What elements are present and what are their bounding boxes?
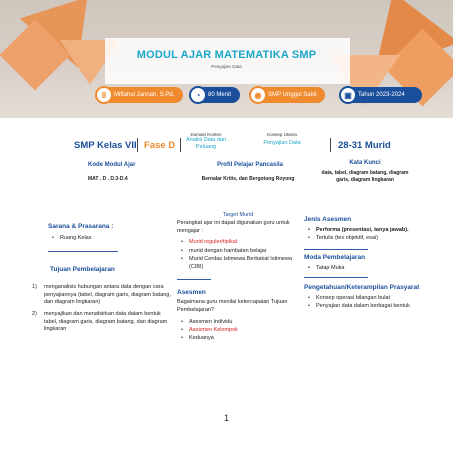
calendar-icon: ▣ xyxy=(339,86,357,104)
konsep-utama xyxy=(255,132,309,146)
fase-label: Fase D xyxy=(144,140,176,151)
person-icon: 8 xyxy=(95,86,113,104)
domain-value: Analisi Data dan Peluang xyxy=(185,137,227,151)
year-label: Tahun 2023-2024 xyxy=(358,92,405,98)
list-item: • Murid Cerdas Istimewa Berbakat Istimewa (CIBI) xyxy=(181,255,299,272)
kelas-label: SMP Kelas VII xyxy=(74,140,137,151)
page-title: MODUL AJAR MATEMATIKA SMP xyxy=(136,49,317,61)
right-column xyxy=(304,216,424,310)
author-label: Miftahul Jannah, S.Pd. xyxy=(114,92,175,98)
kata-kunci-value: data, tabel, diagram batang, diagram garis, diagram lingkaran xyxy=(321,170,409,183)
list-item: • murid dengan hambatan belajar xyxy=(181,247,299,255)
kata-kunci-label: Kata Kunci xyxy=(349,160,381,166)
kode-modul-label: Kode Modul Ajar xyxy=(88,162,136,168)
kode-modul-value: MAT . D . D.3-D.4 xyxy=(88,176,128,182)
author-pill xyxy=(96,87,183,103)
list-item: • Ruang Kelas xyxy=(52,234,168,242)
tujuan-section xyxy=(50,266,170,273)
school-pill xyxy=(250,87,325,103)
profil-label: Profil Pelajar Pancasila xyxy=(216,162,284,168)
divider xyxy=(304,277,368,278)
list-item: • Murid reguler/tipikal xyxy=(181,238,299,246)
list-number: 1) xyxy=(32,284,37,290)
duration-pill xyxy=(190,87,240,103)
asesmen-list xyxy=(181,318,299,343)
domain-label: Domain Konten xyxy=(190,132,222,137)
list-item: • Penyajian data dalam berbagai bentuk xyxy=(308,302,424,310)
tujuan-list-wrap xyxy=(32,284,172,338)
konsep-value: Penyajian Data xyxy=(263,140,301,146)
list-item: • Performa (presentasi, tanya jawab). xyxy=(308,226,424,234)
school-label: SMP Unggul Sakti xyxy=(268,92,317,98)
clock-icon: ◔ xyxy=(189,86,207,104)
moda-title: Moda Pembelajaran xyxy=(304,253,366,261)
divider xyxy=(48,251,118,252)
list-item: • Konsep operasi bilangan bulat xyxy=(308,294,424,302)
list-item xyxy=(32,311,172,334)
asesmen-intro: Bagaimana guru menilai ketercapaian Tujuan Pembelajaran? xyxy=(177,299,288,314)
info-pills xyxy=(0,87,453,107)
list-item: • Keduanya xyxy=(181,334,299,342)
murid-count: 28-31 Murid xyxy=(338,140,391,151)
sarana-list xyxy=(52,234,168,242)
divider xyxy=(330,138,331,152)
title-card xyxy=(105,38,350,84)
domain-konten xyxy=(183,132,229,151)
page-subtitle: Penyajian Data xyxy=(211,64,242,69)
duration-label: 80 Menit xyxy=(208,92,232,98)
profil-value: Bernalar Kritis, dan Bergotong Royong xyxy=(201,176,295,182)
jenis-asesmen-title: Jenis Asesmen xyxy=(304,216,352,223)
year-pill xyxy=(340,87,422,103)
school-icon: ◉ xyxy=(249,86,267,104)
konsep-label: Konsep Utama xyxy=(267,132,297,137)
list-text: menganalisis hubungan antara data dengan cara penyajiannya (tabel, diagram garis, diagram batang, dan diagram lingkaran) xyxy=(44,284,171,306)
target-list xyxy=(181,238,299,271)
divider xyxy=(137,138,138,152)
divider xyxy=(180,138,181,152)
moda-list xyxy=(308,264,424,272)
sarana-title: Sarana & Prasarana : xyxy=(48,223,114,230)
page-number: 1 xyxy=(223,413,229,423)
list-text: menyajikan dan menafsirkan data dalam bentuk tabel, diagram garis, diagram batang, dan diagram lingkaran xyxy=(44,311,168,333)
list-item: • Tatap Muka xyxy=(308,264,424,272)
target-intro: Perangkat ajar ini dapat digunakan guru untuk mengajar : xyxy=(177,220,290,234)
list-item: • Asesmen Individu xyxy=(181,318,299,326)
list-item: • Asesmen Kelompok xyxy=(181,326,299,334)
list-number: 2) xyxy=(32,311,37,318)
prasyarat-list xyxy=(308,294,424,311)
list-item xyxy=(32,284,172,307)
jenis-list xyxy=(308,226,424,243)
asesmen-title: Asesmen xyxy=(177,289,206,297)
divider xyxy=(177,279,211,280)
divider xyxy=(304,249,368,250)
prasyarat-title: Pengetahuan/Keterampilan Prasyarat xyxy=(304,283,420,291)
left-column xyxy=(48,223,168,252)
tujuan-title: Tujuan Pembelajaran xyxy=(50,266,115,273)
middle-column xyxy=(177,212,299,343)
target-title: Target Murid xyxy=(222,212,254,218)
list-item: • Tertulis (tes objektif, esai) xyxy=(308,234,424,242)
tujuan-list xyxy=(32,284,172,334)
